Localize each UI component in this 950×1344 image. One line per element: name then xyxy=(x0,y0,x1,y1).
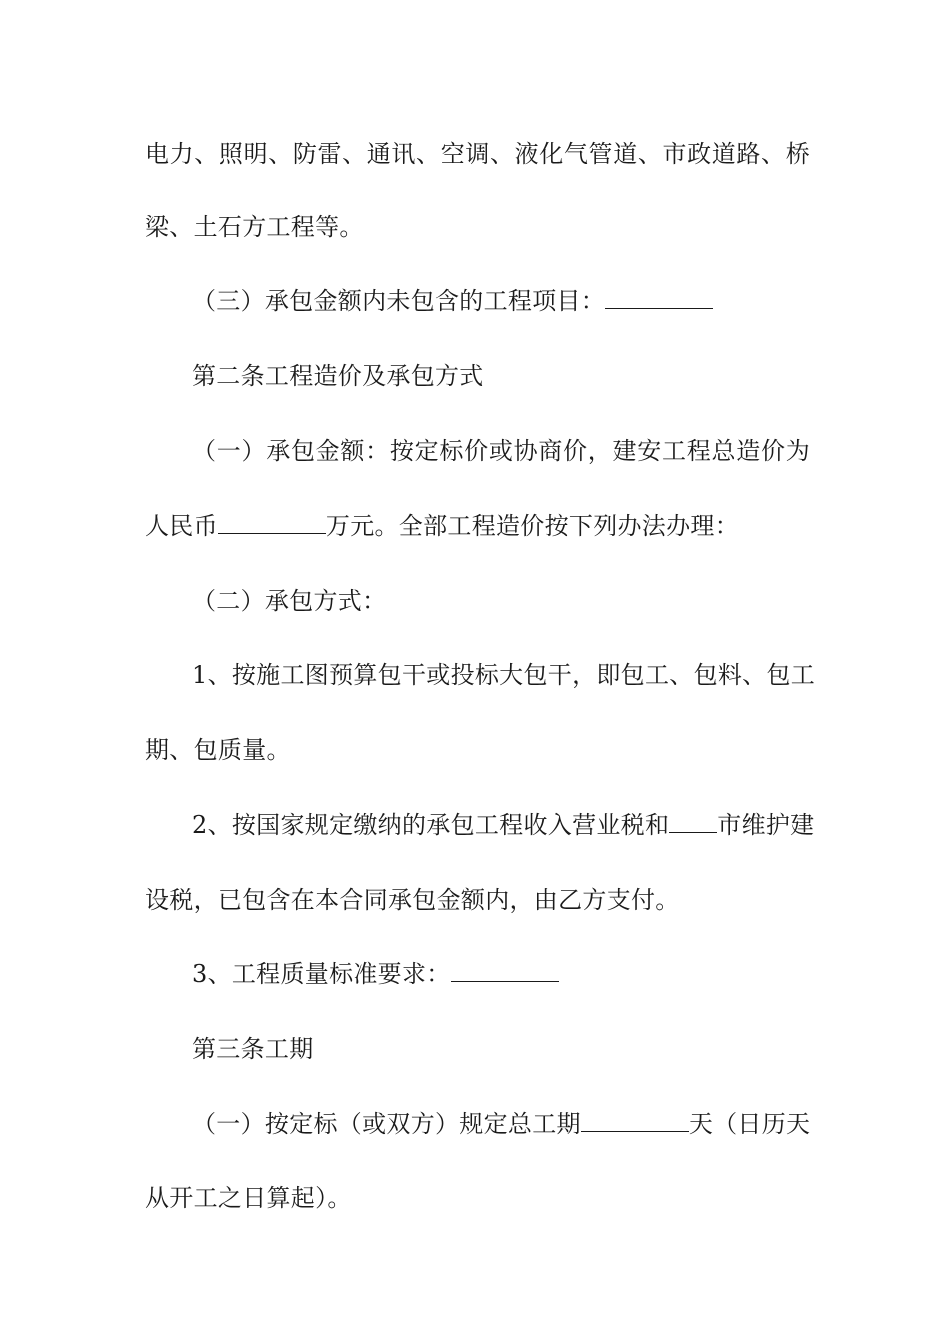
paragraph-line xyxy=(145,1182,810,1214)
paragraph-line xyxy=(192,285,810,317)
paragraph-line xyxy=(145,510,810,542)
line-text: （二）承包方式： xyxy=(192,587,387,615)
line-text: 第二条工程造价及承包方式 xyxy=(192,362,484,390)
line-text: 市维护建 xyxy=(717,811,815,839)
fill-in-blank xyxy=(581,1109,689,1132)
section-heading xyxy=(192,360,810,392)
line-text: 人民币 xyxy=(145,512,218,540)
paragraph-line xyxy=(145,884,810,916)
paragraph-line xyxy=(192,659,816,691)
paragraph-line xyxy=(192,809,815,841)
line-text: 梁、土石方工程等。 xyxy=(145,213,364,241)
paragraph-line xyxy=(145,211,810,243)
line-text: 第三条工期 xyxy=(192,1035,314,1063)
paragraph-line xyxy=(192,1108,810,1140)
fill-in-blank xyxy=(218,511,326,534)
line-text: 期、包质量。 xyxy=(145,736,291,764)
line-text: 2、按国家规定缴纳的承包工程收入营业税和 xyxy=(192,811,670,839)
line-text: 从开工之日算起）。 xyxy=(145,1184,352,1212)
fill-in-blank xyxy=(669,810,717,833)
line-text: （一）按定标（或双方）规定总工期 xyxy=(192,1110,581,1138)
paragraph-line xyxy=(192,435,810,467)
fill-in-blank xyxy=(605,286,713,309)
line-text: 万元。全部工程造价按下列办法办理： xyxy=(325,512,740,540)
line-text: 电力、照明、防雷、通讯、空调、液化气管道、市政道路、桥 xyxy=(145,140,810,168)
line-text: （三）承包金额内未包含的工程项目： xyxy=(192,287,606,315)
paragraph-line xyxy=(145,138,810,170)
paragraph-line xyxy=(145,734,810,766)
line-text: 3、工程质量标准要求： xyxy=(192,960,451,988)
fill-in-blank xyxy=(451,959,559,982)
line-text: 1、按施工图预算包干或投标大包干，即包工、包料、包工 xyxy=(192,661,816,689)
section-heading xyxy=(192,1033,810,1065)
line-text: 天（日历天 xyxy=(688,1110,811,1138)
line-text: 设税，已包含在本合同承包金额内，由乙方支付。 xyxy=(145,886,680,914)
paragraph-line xyxy=(192,958,810,990)
paragraph-line xyxy=(192,585,810,617)
line-text: （一）承包金额：按定标价或协商价，建安工程总造价为 xyxy=(192,437,810,465)
